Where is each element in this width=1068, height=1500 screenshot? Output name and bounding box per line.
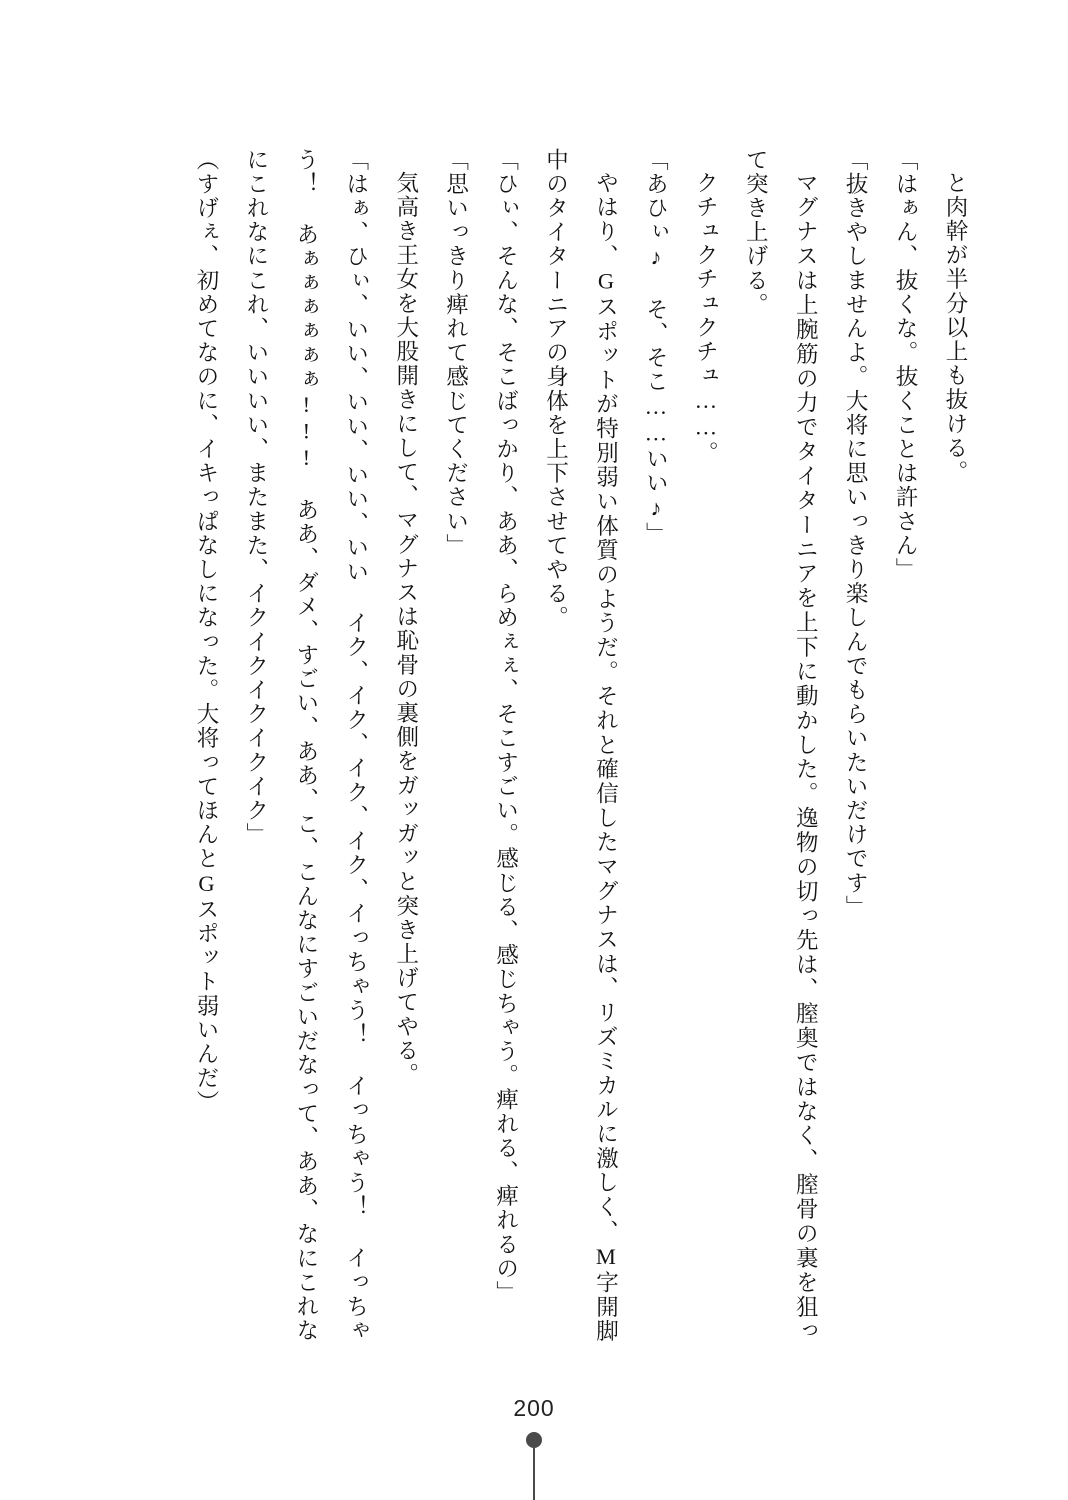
paragraph: 気高き王女を大股開きにして、マグナスは恥骨の裏側をガッガッと突き上げてやる。 (393, 170, 419, 1087)
paragraph: 「はぁん、抜くな。抜くことは許さん」 (893, 148, 919, 582)
paragraph: と肉幹が半分以上も抜ける。 (943, 170, 968, 484)
page-marker-stem-icon (533, 1448, 535, 1500)
paragraph: 「ひぃ、そんな、そこばっかり、ああ、らめぇぇ、そこすごい。感じる、感じちゃう。痺れる、痺れるの」 (493, 148, 519, 1305)
paragraph: クチュクチュクチュ……。 (693, 170, 719, 465)
page-marker-dot-icon (526, 1432, 542, 1448)
paragraph: （すげぇ、初めてなのに、イキっぱなしになった。大将ってほんとGスポット弱いんだ） (193, 148, 219, 1115)
paragraph: やはり、Gスポットが特別弱い体質のようだ。それと確信したマグナスは、リズミカルに激しく、M字開脚中のタイターニアの身体を上下させてやる。 (543, 148, 619, 1343)
paragraph: 「思いっきり痺れて感じてください」 (443, 148, 469, 558)
paragraph: 「抜きやしませんよ。大将に思いっきり楽しんでもらいたいだけです」 (843, 148, 869, 920)
page-number: 200 (513, 1395, 555, 1421)
paragraph: 「あひぃ♪ そ、そこ……いい♪」 (643, 148, 669, 547)
paragraph: マグナスは上腕筋の力でタイターニアを上下に動かした。逸物の切っ先は、膣奥ではなく、膣骨の裏を狙って突き上げる。 (743, 148, 819, 1343)
paragraph: 「はぁ、ひぃ、いい、いい、いい、いい イク、イク、イク、イク、イっちゃう！ イっちゃう！ イっちゃう！ あぁぁぁぁぁぁ!!! ああ、ダメ、すごい、ああ、こ、こんなにすごいだなって、ああ、なにこれなにこれなにこれ、いいいい、またまた、イクイクイクイクイク」 (243, 148, 369, 1343)
novel-text-body (140, 148, 980, 1343)
